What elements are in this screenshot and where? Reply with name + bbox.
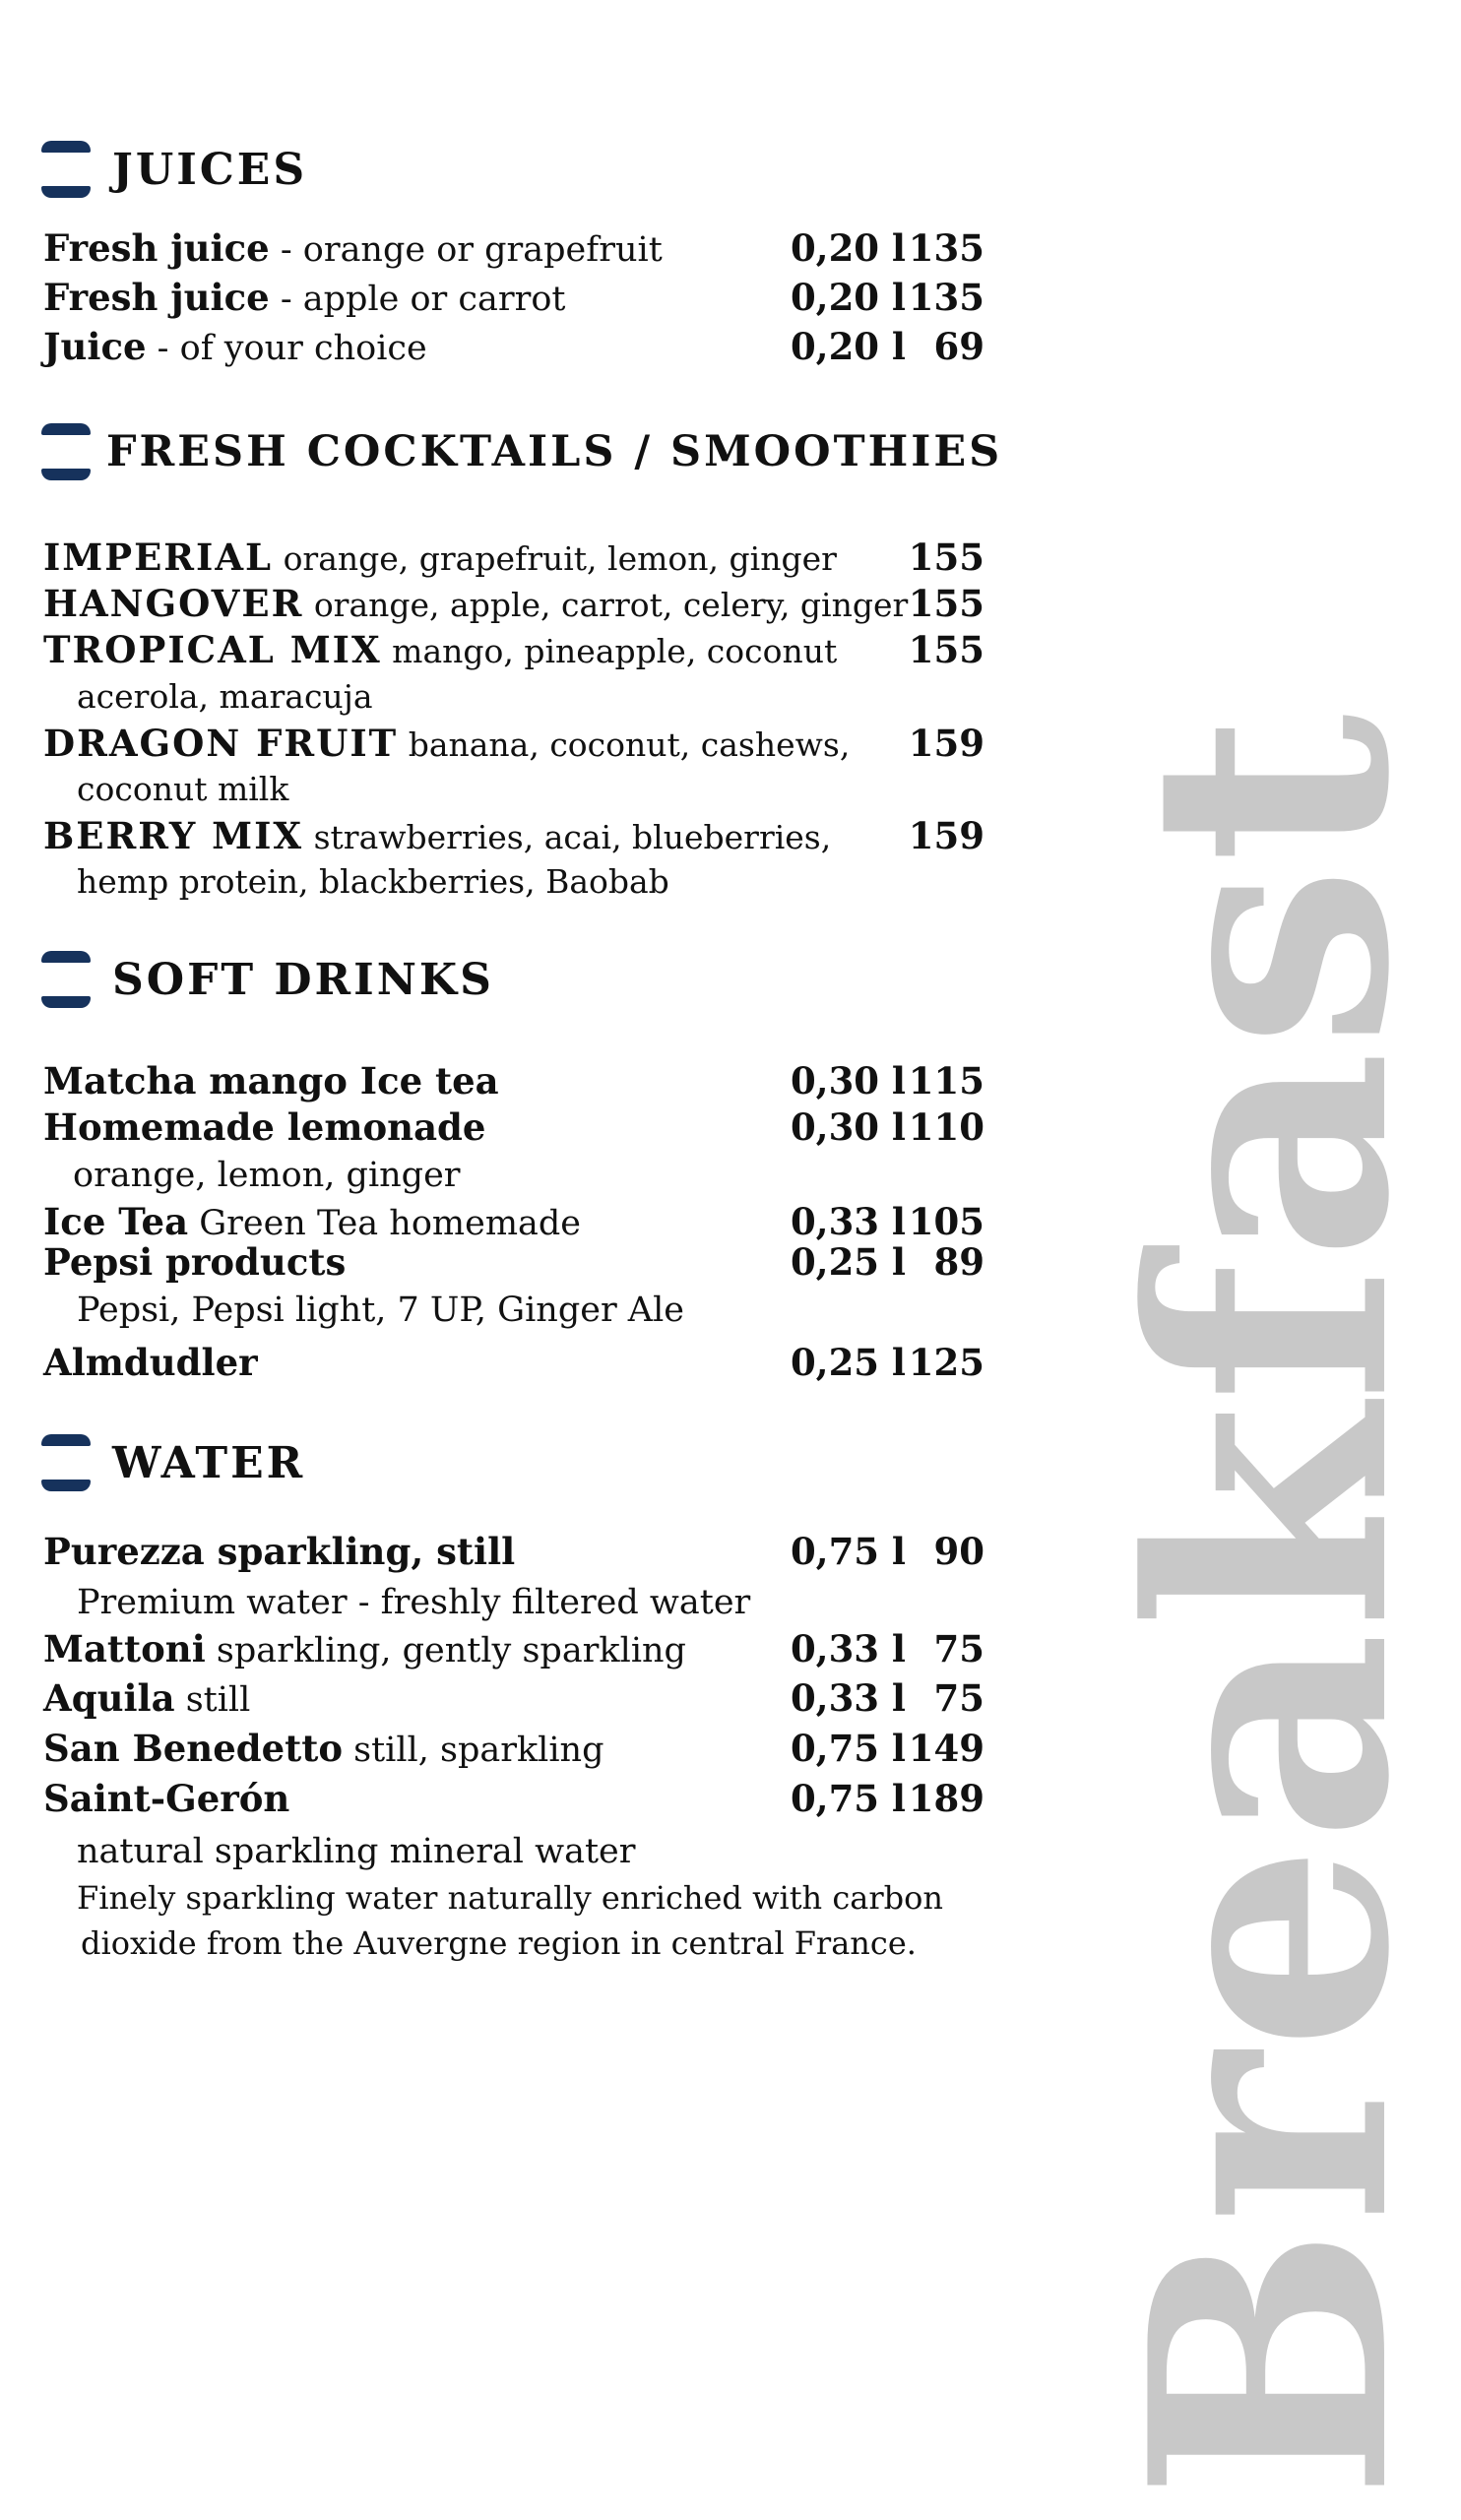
item-name: Saint-Gerón: [43, 1777, 290, 1820]
item-description: - orange or grapefruit: [269, 230, 663, 270]
item-description: orange, apple, carrot, celery, ginger: [303, 586, 909, 624]
item-subdescription: hemp protein, blackberries, Baobab: [77, 862, 669, 901]
item-price: 69: [933, 325, 985, 368]
item-subdescription: coconut milk: [77, 770, 289, 808]
item-price: 115: [908, 1059, 985, 1102]
menu-item-imperial: [43, 534, 985, 581]
item-price: 135: [908, 276, 985, 319]
item-name: TROPICAL MIX: [43, 628, 382, 671]
item-name: Mattoni: [43, 1627, 206, 1670]
item-price: 125: [908, 1341, 985, 1384]
item-description: banana, coconut, cashews,: [398, 725, 851, 764]
item-description: Green Tea homemade: [188, 1204, 581, 1243]
menu-item-san-benedetto: [43, 1725, 985, 1772]
item-name: Fresh juice: [43, 226, 270, 270]
section-title-water: WATER: [112, 1437, 306, 1488]
item-volume: 0,20 l: [790, 276, 906, 319]
section-bracket-icon: [41, 1434, 91, 1491]
item-volume: 0,33 l: [790, 1200, 906, 1243]
section-bracket-icon: [41, 423, 91, 480]
item-description: strawberries, acai, blueberries,: [303, 818, 832, 856]
item-price: 89: [933, 1240, 985, 1284]
item-name: Pepsi products: [43, 1240, 347, 1284]
section-title-soft-drinks: SOFT DRINKS: [112, 954, 494, 1005]
item-price: 105: [908, 1200, 985, 1243]
item-name: Almdudler: [43, 1341, 258, 1384]
item-subdescription: Premium water - freshly filtered water: [77, 1583, 751, 1622]
item-name: Aquila: [43, 1676, 175, 1720]
menu-item-aquila: [43, 1674, 985, 1722]
menu-item-fresh-juice-orange: [43, 224, 985, 272]
item-name: Juice: [43, 325, 147, 368]
item-volume: 0,30 l: [790, 1105, 906, 1149]
menu-item-pepsi-products: [43, 1238, 985, 1286]
section-header-soft-drinks: [41, 951, 494, 1008]
menu-item-homemade-lemonade: [43, 1103, 985, 1151]
section-header-cocktails: [41, 423, 1002, 480]
item-price: 90: [933, 1530, 985, 1573]
item-volume: 0,25 l: [790, 1341, 906, 1384]
item-volume: 0,20 l: [790, 226, 906, 270]
item-price: 159: [908, 814, 985, 857]
item-price: 75: [933, 1676, 985, 1720]
section-header-water: [41, 1434, 305, 1491]
item-volume: 0,33 l: [790, 1627, 906, 1670]
water-note-line-2: dioxide from the Auvergne region in central France.: [81, 1924, 917, 1962]
item-price: 110: [908, 1105, 985, 1149]
item-price: 159: [908, 722, 985, 765]
item-subdescription: orange, lemon, ginger: [73, 1156, 461, 1195]
menu-item-berry-mix: [43, 812, 985, 859]
item-name: Purezza sparkling, still: [43, 1530, 516, 1573]
menu-item-hangover: [43, 580, 985, 627]
menu-item-purezza: [43, 1528, 985, 1575]
menu-item-matcha-mango-ice-tea: [43, 1057, 985, 1104]
menu-item-saint-geron: [43, 1775, 985, 1822]
item-price: 75: [933, 1627, 985, 1670]
item-price: 155: [908, 582, 985, 625]
breakfast-watermark: Breakfast: [1079, 711, 1461, 2500]
item-name: DRAGON FRUIT: [43, 722, 399, 765]
item-name: Homemade lemonade: [43, 1105, 486, 1149]
item-description: sparkling, gently sparkling: [205, 1631, 686, 1670]
item-volume: 0,30 l: [790, 1059, 906, 1102]
item-volume: 0,20 l: [790, 325, 906, 368]
item-description: still: [174, 1680, 251, 1720]
menu-item-dragon-fruit: [43, 720, 985, 767]
item-description: mango, pineapple, coconut: [381, 632, 838, 670]
item-description: - apple or carrot: [269, 280, 566, 319]
menu-item-almdudler: [43, 1339, 985, 1386]
item-subdescription: natural sparkling mineral water: [77, 1832, 636, 1871]
item-volume: 0,25 l: [790, 1240, 906, 1284]
item-name: Ice Tea: [43, 1200, 189, 1243]
item-name: Matcha mango Ice tea: [43, 1059, 499, 1102]
item-name: BERRY MIX: [43, 814, 304, 857]
item-volume: 0,33 l: [790, 1676, 906, 1720]
item-description: orange, grapefruit, lemon, ginger: [273, 539, 837, 578]
item-name: IMPERIAL: [43, 536, 274, 579]
section-header-juices: [41, 141, 307, 198]
item-volume: 0,75 l: [790, 1727, 906, 1770]
item-name: Fresh juice: [43, 276, 270, 319]
item-volume: 0,75 l: [790, 1777, 906, 1820]
menu-item-juice-choice: [43, 323, 985, 370]
section-title-cocktails: FRESH COCKTAILS / SMOOTHIES: [106, 427, 1003, 476]
water-note-line-1: Finely sparkling water naturally enriched with carbon: [77, 1879, 943, 1917]
menu-item-fresh-juice-apple: [43, 274, 985, 321]
section-bracket-icon: [41, 951, 91, 1008]
menu-item-tropical-mix: [43, 626, 985, 673]
item-price: 189: [908, 1777, 985, 1820]
item-price: 149: [908, 1727, 985, 1770]
item-name: HANGOVER: [43, 582, 304, 625]
item-subdescription: Pepsi, Pepsi light, 7 UP, Ginger Ale: [77, 1291, 684, 1330]
item-price: 155: [908, 536, 985, 579]
item-subdescription: acerola, maracuja: [77, 677, 373, 716]
item-price: 155: [908, 628, 985, 671]
item-volume: 0,75 l: [790, 1530, 906, 1573]
item-name: San Benedetto: [43, 1727, 344, 1770]
menu-item-mattoni: [43, 1625, 985, 1672]
section-bracket-icon: [41, 141, 91, 198]
item-description: - of your choice: [146, 329, 427, 368]
item-price: 135: [908, 226, 985, 270]
item-description: still, sparkling: [343, 1731, 604, 1770]
section-title-juices: JUICES: [112, 144, 308, 195]
